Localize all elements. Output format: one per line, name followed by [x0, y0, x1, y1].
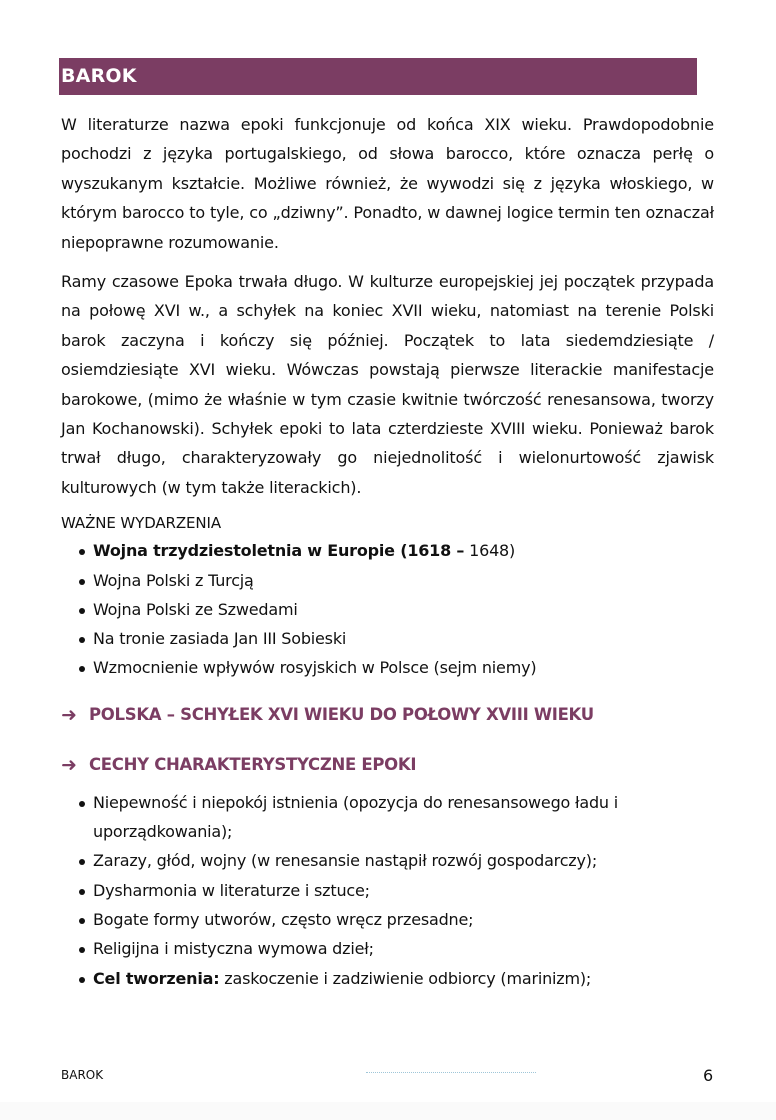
page-content — [61, 110, 714, 993]
list-item — [61, 536, 714, 565]
page-bottom-strip — [0, 1102, 776, 1120]
bullet-dot-icon — [79, 918, 85, 924]
list-item — [61, 653, 714, 682]
section-header-bar — [59, 58, 697, 95]
event-rest-text: 1648) — [464, 541, 516, 561]
bullet-dot-icon — [79, 801, 85, 807]
bullet-dot-icon — [79, 608, 85, 614]
arrow-right-icon: ➜ — [61, 703, 77, 726]
bullet-dot-icon — [79, 889, 85, 895]
list-item — [61, 876, 714, 905]
event-text: Wojna Polski z Turcją — [93, 570, 254, 590]
intro-paragraph-1: W literaturze nazwa epoki funkcjonuje od końca XIX wieku. Prawdopodobnie pochodzi z języka portugalskiego, od słowa barocco, które oznacza perłę o wyszukanym kształcie. Możliwe również, że wywodzi się z języka włoskiego, w którym barocco to tyle, co „dziwny”. Ponadto, w dawnej logice termin ten oznaczał niepoprawne rozumowanie. — [61, 115, 715, 252]
list-item — [61, 566, 714, 595]
list-item — [61, 595, 714, 624]
bullet-dot-icon — [79, 666, 85, 672]
heading-poland-text: POLSKA – SCHYŁEK XVI WIEKU DO POŁOWY XVIII WIEKU — [89, 705, 594, 725]
event-text: Wojna Polski ze Szwedami — [93, 599, 298, 619]
feature-text: Bogate formy utworów, często wręcz przesadne; — [93, 909, 474, 929]
bullet-dot-icon — [79, 977, 85, 983]
section-title: BAROK — [61, 65, 137, 87]
heading-features — [61, 750, 714, 780]
footer-divider — [366, 1072, 536, 1073]
bullet-dot-icon — [79, 637, 85, 643]
arrow-right-icon: ➜ — [61, 753, 77, 776]
feature-text: Zarazy, głód, wojny (w renesansie nastąpił rozwój gospodarczy); — [93, 851, 598, 871]
list-item — [61, 846, 714, 875]
bullet-dot-icon — [79, 549, 85, 555]
feature-text: Niepewność i niepokój istnienia (opozycja do renesansowego ładu i uporządkowania); — [93, 792, 618, 842]
events-label: WAŻNE WYDARZENIA — [61, 514, 222, 533]
heading-features-text: CECHY CHARAKTERYSTYCZNE EPOKI — [89, 755, 417, 775]
footer-label: BAROK — [61, 1068, 104, 1082]
event-bold-text: Wojna trzydziestoletnia w Europie (1618 – — [93, 541, 465, 561]
list-item — [61, 964, 714, 993]
list-item — [61, 934, 714, 963]
feature-text: Dysharmonia w literaturze i sztuce; — [93, 880, 370, 900]
bullet-dot-icon — [79, 859, 85, 865]
event-text: Wzmocnienie wpływów rosyjskich w Polsce (sejm niemy) — [93, 658, 537, 678]
list-item — [61, 624, 714, 653]
feature-rest-text: zaskoczenie i zadziwienie odbiorcy (marinizm); — [219, 968, 592, 988]
list-item — [61, 905, 714, 934]
intro-paragraph-2: Ramy czasowe Epoka trwała długo. W kulturze europejskiej jej początek przypada na połowę XVI w., a schyłek na koniec XVII wieku, natomiast na terenie Polski barok zaczyna i kończy się później. Początek to lata siedemdziesiąte / osiemdziesiąte XVI wieku. Wówczas powstają pierwsze literackie manifestacje barokowe, (mimo że właśnie w tym czasie kwitnie twórczość renesansowa, tworzy Jan Kochanowski). Schyłek epoki to lata czterdzieste XVIII wieku. Ponieważ barok trwał długo, charakteryzowały go niejednolitość i wielonurtowość zjawisk kulturowych (w tym także literackich). — [61, 272, 714, 497]
list-item — [61, 788, 714, 847]
heading-poland — [61, 700, 714, 730]
features-list — [61, 788, 714, 993]
feature-text: Religijna i mistyczna wymowa dzieł; — [93, 939, 374, 959]
bullet-dot-icon — [79, 579, 85, 585]
bullet-dot-icon — [79, 947, 85, 953]
event-text: Na tronie zasiada Jan III Sobieski — [93, 629, 347, 649]
page-number: 6 — [703, 1066, 714, 1085]
events-list — [61, 536, 714, 682]
feature-bold-text: Cel tworzenia: — [93, 968, 220, 988]
